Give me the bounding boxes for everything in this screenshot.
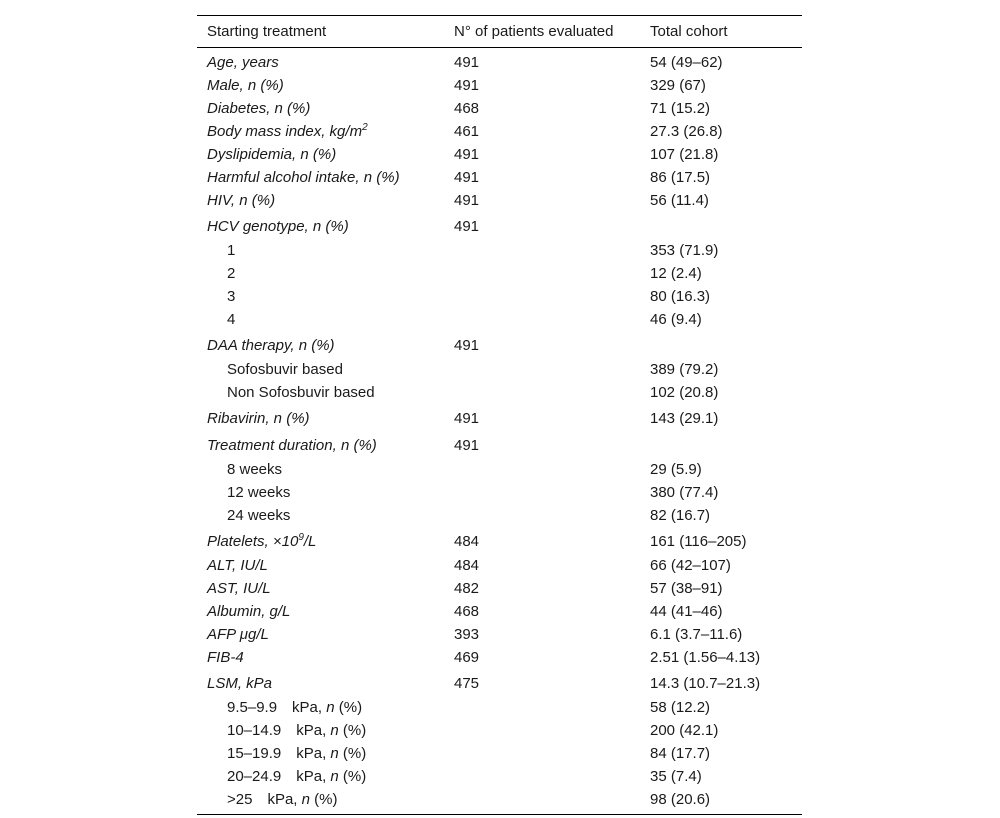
row-total-cohort: 161 (116–205) — [650, 533, 747, 550]
row-total-cohort: 57 (38–91) — [650, 580, 723, 597]
row-label: Dyslipidemia, n (%) — [207, 146, 337, 163]
row-total-cohort: 54 (49–62) — [650, 54, 723, 71]
row-total-cohort: 107 (21.8) — [650, 146, 719, 163]
row-patients-evaluated — [444, 458, 640, 481]
baseline-characteristics-table — [197, 15, 802, 815]
table-row — [197, 696, 802, 719]
row-patients-evaluated — [444, 308, 640, 331]
row-label: Treatment duration, n (%) — [207, 437, 377, 454]
row-total-cohort: 44 (41–46) — [650, 603, 723, 620]
table-row — [197, 74, 802, 97]
row-patients-evaluated: 469 — [454, 649, 480, 666]
table-body — [197, 48, 802, 815]
table-row — [197, 527, 802, 554]
row-total-cohort: 102 (20.8) — [650, 384, 719, 401]
row-total-cohort: 84 (17.7) — [650, 745, 711, 762]
row-patients-evaluated: 461 — [454, 123, 480, 140]
header-total-cohort: Total cohort — [640, 16, 802, 48]
row-patients-evaluated: 491 — [454, 337, 480, 354]
row-patients-evaluated: 491 — [454, 192, 480, 209]
table-row — [197, 331, 802, 358]
row-total-cohort: 58 (12.2) — [650, 699, 711, 716]
row-total-cohort: 27.3 (26.8) — [650, 123, 723, 140]
row-patients-evaluated — [444, 285, 640, 308]
row-label: 24 weeks — [227, 507, 291, 524]
table-row — [197, 623, 802, 646]
row-label: Sofosbuvir based — [227, 361, 343, 378]
row-label: 20–24.9 kPa, n (%) — [227, 768, 367, 785]
row-total-cohort: 6.1 (3.7–11.6) — [650, 626, 743, 643]
row-label: 3 — [227, 288, 236, 305]
table-row — [197, 554, 802, 577]
table-row — [197, 48, 802, 75]
row-patients-evaluated: 484 — [454, 557, 480, 574]
row-patients-evaluated: 484 — [454, 533, 480, 550]
row-total-cohort: 66 (42–107) — [650, 557, 731, 574]
table-row — [197, 719, 802, 742]
row-label: AFP μg/L — [207, 626, 269, 643]
row-patients-evaluated — [444, 788, 640, 815]
table-row — [197, 189, 802, 212]
table-row — [197, 97, 802, 120]
row-label: 1 — [227, 242, 236, 259]
row-label: HCV genotype, n (%) — [207, 218, 349, 235]
row-label: Albumin, g/L — [207, 603, 291, 620]
row-label: Diabetes, n (%) — [207, 100, 311, 117]
row-patients-evaluated: 491 — [454, 410, 480, 427]
table-row — [197, 458, 802, 481]
row-total-cohort: 2.51 (1.56–4.13) — [650, 649, 761, 666]
row-patients-evaluated: 491 — [454, 437, 480, 454]
row-label: Age, years — [207, 54, 279, 71]
table-header-row — [197, 16, 802, 48]
table-row — [197, 143, 802, 166]
row-label: 9.5–9.9 kPa, n (%) — [227, 699, 363, 716]
row-total-cohort: 12 (2.4) — [650, 265, 702, 282]
row-total-cohort: 46 (9.4) — [650, 311, 702, 328]
row-total-cohort: 98 (20.6) — [640, 788, 802, 815]
row-patients-evaluated: 475 — [454, 675, 480, 692]
row-total-cohort — [640, 431, 802, 458]
row-label: 4 — [227, 311, 236, 328]
row-label: 12 weeks — [227, 484, 291, 501]
header-starting-treatment: Starting treatment — [197, 16, 444, 48]
row-patients-evaluated: 491 — [454, 77, 480, 94]
row-patients-evaluated — [444, 696, 640, 719]
table-row — [197, 669, 802, 696]
row-total-cohort: 86 (17.5) — [650, 169, 711, 186]
table-row — [197, 239, 802, 262]
row-total-cohort — [640, 212, 802, 239]
row-label: Body mass index, $kg/m^2$ — [207, 122, 368, 140]
row-total-cohort: 80 (16.3) — [650, 288, 711, 305]
row-patients-evaluated — [444, 239, 640, 262]
table-row — [197, 262, 802, 285]
row-patients-evaluated: 468 — [454, 100, 480, 117]
row-patients-evaluated: 468 — [454, 603, 480, 620]
table-row — [197, 788, 802, 815]
row-patients-evaluated — [444, 742, 640, 765]
table-row — [197, 431, 802, 458]
row-total-cohort: 35 (7.4) — [650, 768, 702, 785]
row-total-cohort: 14.3 (10.7–21.3) — [650, 675, 761, 692]
row-patients-evaluated: 491 — [454, 218, 480, 235]
row-label: HIV, n (%) — [207, 192, 276, 209]
row-patients-evaluated: 491 — [454, 169, 480, 186]
row-label: 10–14.9 kPa, n (%) — [227, 722, 367, 739]
row-total-cohort: 143 (29.1) — [650, 410, 719, 427]
row-label: Male, n (%) — [207, 77, 284, 94]
row-label: DAA therapy, n (%) — [207, 337, 335, 354]
row-label: 15–19.9 kPa, n (%) — [227, 745, 367, 762]
row-label: Non Sofosbuvir based — [227, 384, 375, 401]
table-row — [197, 358, 802, 381]
row-patients-evaluated: 393 — [454, 626, 480, 643]
row-label: 8 weeks — [227, 461, 283, 478]
row-total-cohort: 71 (15.2) — [650, 100, 711, 117]
row-label: ALT, IU/L — [207, 557, 268, 574]
row-label: AST, IU/L — [207, 580, 271, 597]
row-label: FIB-4 — [207, 649, 244, 666]
row-total-cohort: 329 (67) — [650, 77, 706, 94]
table-row — [197, 120, 802, 143]
row-total-cohort: 29 (5.9) — [650, 461, 702, 478]
table-row — [197, 504, 802, 527]
row-patients-evaluated — [444, 719, 640, 742]
row-patients-evaluated — [444, 504, 640, 527]
table-row — [197, 600, 802, 623]
table-row — [197, 381, 802, 404]
row-patients-evaluated — [444, 381, 640, 404]
row-patients-evaluated — [444, 481, 640, 504]
table-row — [197, 166, 802, 189]
table-row — [197, 481, 802, 504]
row-patients-evaluated: 482 — [454, 580, 480, 597]
row-label: Harmful alcohol intake, n (%) — [207, 169, 400, 186]
row-total-cohort: 353 (71.9) — [650, 242, 719, 259]
row-label: 2 — [227, 265, 236, 282]
row-total-cohort: 56 (11.4) — [650, 192, 709, 209]
table-row — [197, 285, 802, 308]
row-label: >25 kPa, n (%) — [197, 788, 444, 815]
table-row — [197, 212, 802, 239]
row-total-cohort: 380 (77.4) — [650, 484, 719, 501]
table-row — [197, 577, 802, 600]
row-total-cohort — [640, 331, 802, 358]
row-patients-evaluated: 491 — [454, 54, 480, 71]
header-patients-evaluated: N° of patients evaluated — [444, 16, 640, 48]
row-label: LSM, kPa — [207, 675, 273, 692]
table-row — [197, 742, 802, 765]
row-label: Platelets, $\times 10^9/L$ — [207, 532, 317, 550]
table-row — [197, 646, 802, 669]
row-label: Ribavirin, n (%) — [207, 410, 310, 427]
row-total-cohort: 82 (16.7) — [650, 507, 711, 524]
row-total-cohort: 200 (42.1) — [650, 722, 719, 739]
table-row — [197, 404, 802, 431]
row-patients-evaluated — [444, 358, 640, 381]
table-row — [197, 765, 802, 788]
row-patients-evaluated: 491 — [454, 146, 480, 163]
table-row — [197, 308, 802, 331]
row-patients-evaluated — [444, 262, 640, 285]
row-patients-evaluated — [444, 765, 640, 788]
row-total-cohort: 389 (79.2) — [650, 361, 719, 378]
